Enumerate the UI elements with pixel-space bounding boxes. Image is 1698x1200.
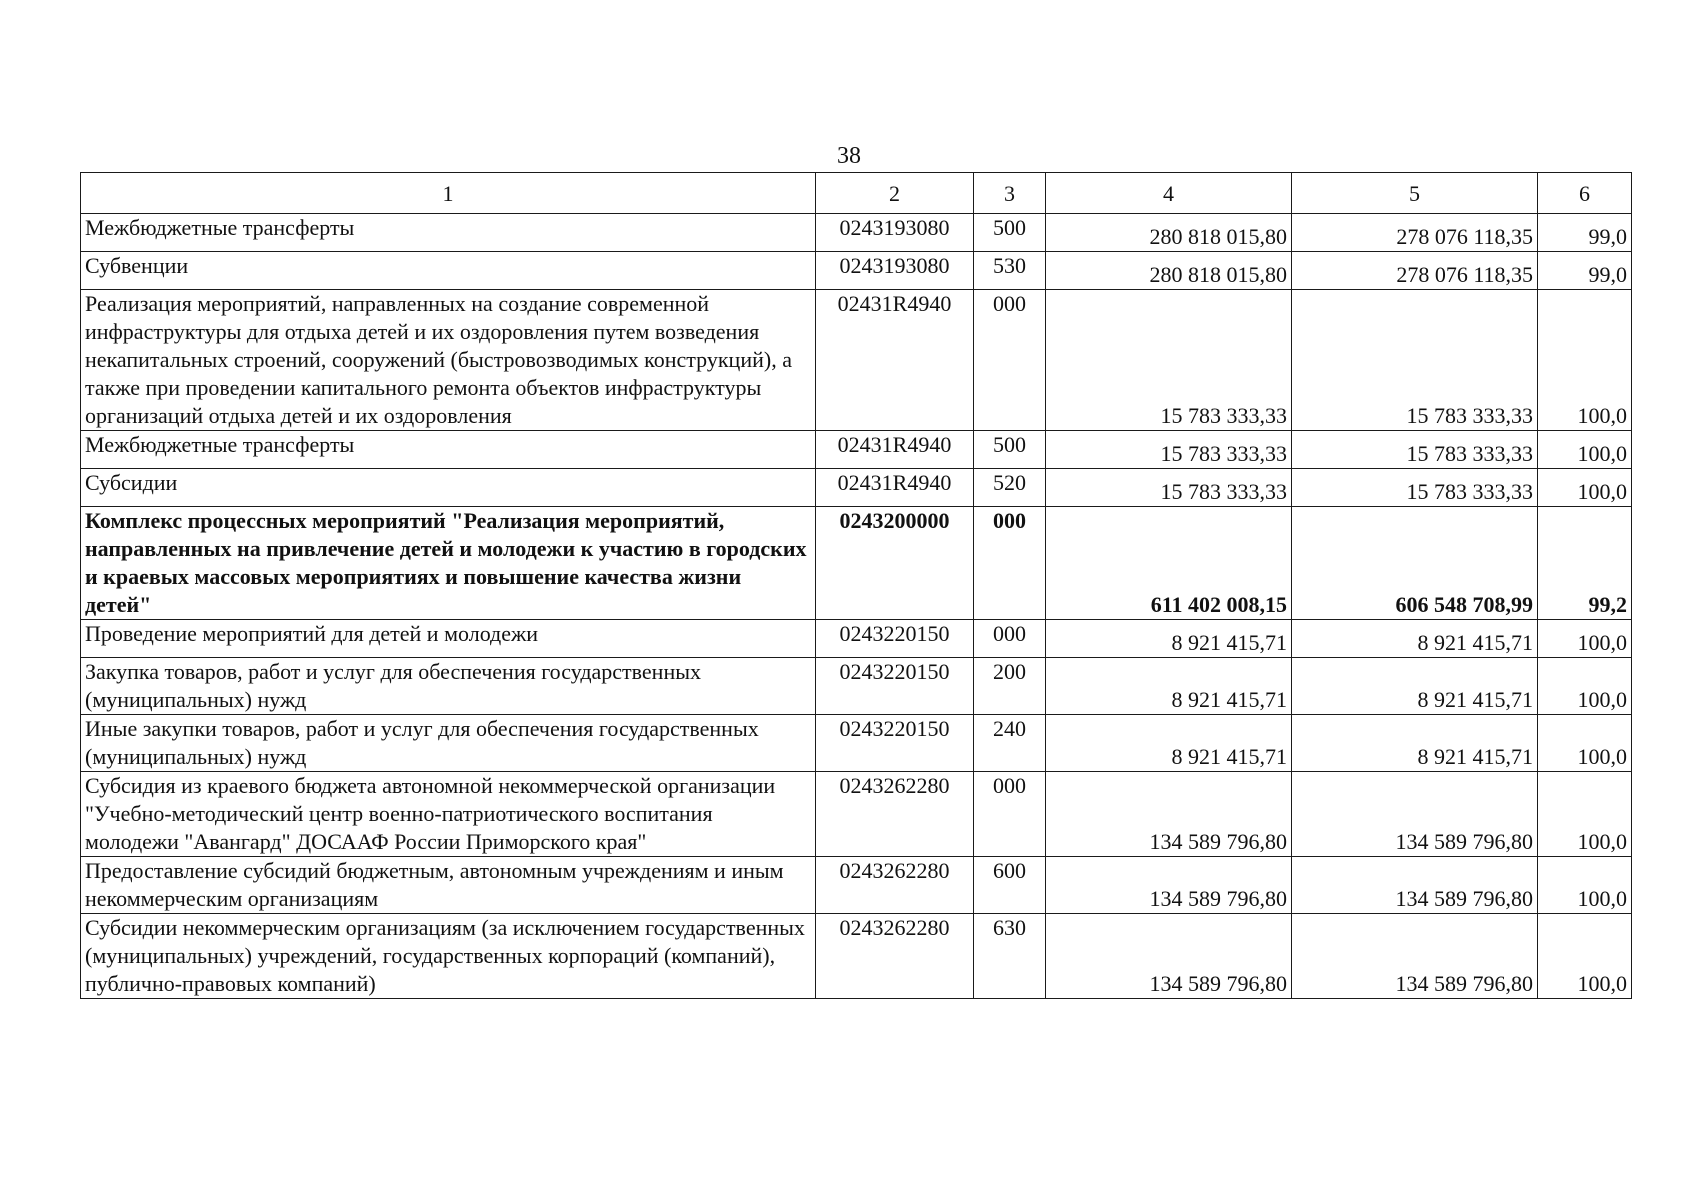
row-percent-cell: 100,0	[1538, 431, 1632, 469]
row-fact-amount-cell: 134 589 796,80	[1292, 914, 1538, 999]
budget-table	[80, 172, 1632, 999]
row-percent-cell: 99,2	[1538, 507, 1632, 620]
row-type-cell: 600	[974, 857, 1046, 914]
row-code-cell: 0243220150	[816, 620, 974, 658]
column-number-row	[81, 173, 1632, 214]
row-percent-cell: 99,0	[1538, 214, 1632, 252]
row-percent-cell: 100,0	[1538, 772, 1632, 857]
column-number-3: 3	[974, 173, 1046, 214]
row-plan-amount-cell: 8 921 415,71	[1046, 620, 1292, 658]
table-row	[81, 431, 1632, 469]
row-code-cell: 0243193080	[816, 252, 974, 290]
row-name-cell: Реализация мероприятий, направленных на создание современной инфраструктуры для отдыха детей и их оздоровления путем возведения некапитальных строений, сооружений (быстровозводимых конструкций), а также при проведении капитального ремонта объектов инфраструктуры организаций отдыха детей и их оздоровления	[81, 290, 816, 431]
row-name-cell: Иные закупки товаров, работ и услуг для обеспечения государственных (муниципальных) нужд	[81, 715, 816, 772]
row-fact-amount-cell: 8 921 415,71	[1292, 658, 1538, 715]
row-type-cell: 000	[974, 772, 1046, 857]
row-name-cell: Комплекс процессных мероприятий "Реализация мероприятий, направленных на привлечение детей и молодежи к участию в городских и краевых массовых мероприятиях и повышение качества жизни детей"	[81, 507, 816, 620]
table-row	[81, 214, 1632, 252]
table-row	[81, 620, 1632, 658]
row-name-cell: Субсидии	[81, 469, 816, 507]
row-percent-cell: 99,0	[1538, 252, 1632, 290]
row-fact-amount-cell: 278 076 118,35	[1292, 214, 1538, 252]
column-number-1: 1	[81, 173, 816, 214]
row-percent-cell: 100,0	[1538, 715, 1632, 772]
row-percent-cell: 100,0	[1538, 469, 1632, 507]
row-plan-amount-cell: 611 402 008,15	[1046, 507, 1292, 620]
row-percent-cell: 100,0	[1538, 290, 1632, 431]
row-type-cell: 200	[974, 658, 1046, 715]
row-fact-amount-cell: 8 921 415,71	[1292, 715, 1538, 772]
row-plan-amount-cell: 134 589 796,80	[1046, 914, 1292, 999]
row-type-cell: 530	[974, 252, 1046, 290]
row-fact-amount-cell: 134 589 796,80	[1292, 857, 1538, 914]
row-name-cell: Межбюджетные трансферты	[81, 214, 816, 252]
row-name-cell: Межбюджетные трансферты	[81, 431, 816, 469]
row-name-cell: Предоставление субсидий бюджетным, автономным учреждениям и иным некоммерческим организациям	[81, 857, 816, 914]
row-plan-amount-cell: 280 818 015,80	[1046, 252, 1292, 290]
row-type-cell: 520	[974, 469, 1046, 507]
row-type-cell: 240	[974, 715, 1046, 772]
row-plan-amount-cell: 15 783 333,33	[1046, 431, 1292, 469]
row-plan-amount-cell: 8 921 415,71	[1046, 658, 1292, 715]
row-plan-amount-cell: 134 589 796,80	[1046, 772, 1292, 857]
row-plan-amount-cell: 15 783 333,33	[1046, 469, 1292, 507]
page-number: 38	[837, 143, 861, 169]
row-type-cell: 000	[974, 620, 1046, 658]
row-name-cell: Проведение мероприятий для детей и молодежи	[81, 620, 816, 658]
table-row	[81, 658, 1632, 715]
column-number-6: 6	[1538, 173, 1632, 214]
table-row	[81, 290, 1632, 431]
row-code-cell: 02431R4940	[816, 469, 974, 507]
row-code-cell: 0243262280	[816, 914, 974, 999]
table-row	[81, 857, 1632, 914]
row-name-cell: Субсидия из краевого бюджета автономной некоммерческой организации "Учебно-методический центр военно-патриотического воспитания молодежи "Авангард" ДОСААФ России Приморского края"	[81, 772, 816, 857]
row-plan-amount-cell: 8 921 415,71	[1046, 715, 1292, 772]
row-name-cell: Субсидии некоммерческим организациям (за исключением государственных (муниципальных) учреждений, государственных корпораций (компаний), публично-правовых компаний)	[81, 914, 816, 999]
row-code-cell: 02431R4940	[816, 431, 974, 469]
row-type-cell: 630	[974, 914, 1046, 999]
row-fact-amount-cell: 15 783 333,33	[1292, 469, 1538, 507]
row-fact-amount-cell: 278 076 118,35	[1292, 252, 1538, 290]
row-type-cell: 500	[974, 431, 1046, 469]
table-row	[81, 914, 1632, 999]
row-fact-amount-cell: 8 921 415,71	[1292, 620, 1538, 658]
table-row	[81, 252, 1632, 290]
row-fact-amount-cell: 15 783 333,33	[1292, 431, 1538, 469]
row-code-cell: 0243220150	[816, 658, 974, 715]
table-row	[81, 507, 1632, 620]
row-fact-amount-cell: 15 783 333,33	[1292, 290, 1538, 431]
row-type-cell: 500	[974, 214, 1046, 252]
row-code-cell: 02431R4940	[816, 290, 974, 431]
row-code-cell: 0243220150	[816, 715, 974, 772]
row-percent-cell: 100,0	[1538, 658, 1632, 715]
row-plan-amount-cell: 15 783 333,33	[1046, 290, 1292, 431]
row-code-cell: 0243262280	[816, 772, 974, 857]
row-code-cell: 0243262280	[816, 857, 974, 914]
row-plan-amount-cell: 134 589 796,80	[1046, 857, 1292, 914]
row-code-cell: 0243200000	[816, 507, 974, 620]
row-fact-amount-cell: 606 548 708,99	[1292, 507, 1538, 620]
column-number-2: 2	[816, 173, 974, 214]
row-type-cell: 000	[974, 507, 1046, 620]
row-code-cell: 0243193080	[816, 214, 974, 252]
table-row	[81, 772, 1632, 857]
row-percent-cell: 100,0	[1538, 857, 1632, 914]
column-number-5: 5	[1292, 173, 1538, 214]
table-row	[81, 715, 1632, 772]
row-percent-cell: 100,0	[1538, 620, 1632, 658]
budget-table-body	[81, 173, 1632, 999]
column-number-4: 4	[1046, 173, 1292, 214]
table-row	[81, 469, 1632, 507]
row-fact-amount-cell: 134 589 796,80	[1292, 772, 1538, 857]
row-percent-cell: 100,0	[1538, 914, 1632, 999]
row-name-cell: Закупка товаров, работ и услуг для обеспечения государственных (муниципальных) нужд	[81, 658, 816, 715]
row-plan-amount-cell: 280 818 015,80	[1046, 214, 1292, 252]
row-type-cell: 000	[974, 290, 1046, 431]
row-name-cell: Субвенции	[81, 252, 816, 290]
